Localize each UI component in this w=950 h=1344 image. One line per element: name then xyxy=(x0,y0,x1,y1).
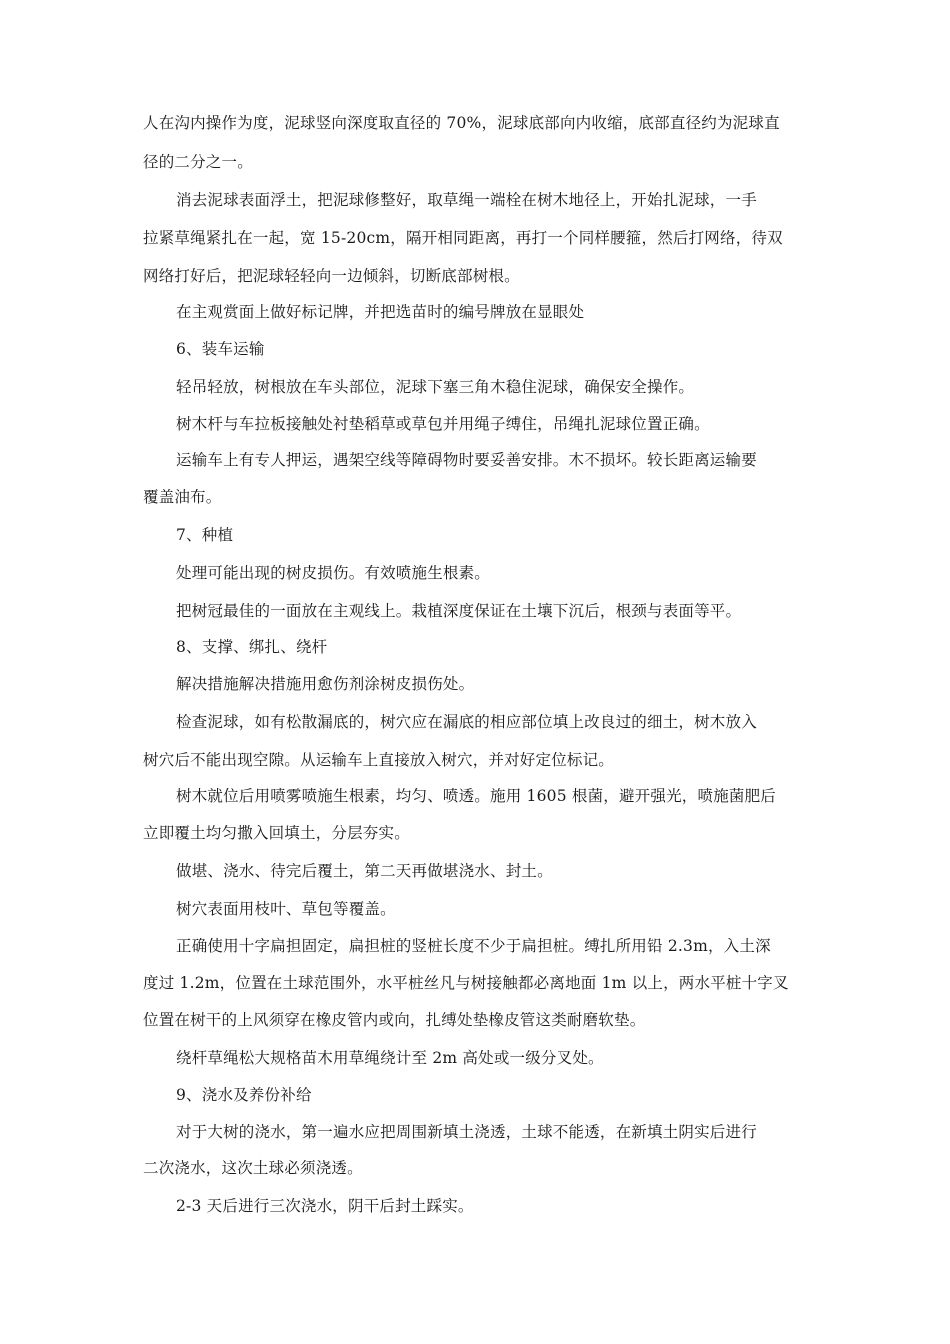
section-heading: 8、支撑、绑扎、绕杆 xyxy=(176,638,328,656)
paragraph-line: 二次浇水，这次土球必须浇透。 xyxy=(143,1159,363,1177)
paragraph-line: 2-3 天后进行三次浇水，阴干后封土踩实。 xyxy=(176,1197,474,1215)
paragraph-line: 人在沟内操作为度，泥球竖向深度取直径的 70%，泥球底部向内收缩，底部直径约为泥球直 xyxy=(143,114,780,132)
paragraph-line: 立即覆土均匀撒入回填土，分层夯实。 xyxy=(143,824,410,842)
paragraph-line: 处理可能出现的树皮损伤。有效喷施生根素。 xyxy=(176,564,491,582)
section-heading: 6、装车运输 xyxy=(176,340,265,358)
paragraph-line: 正确使用十字扁担固定，扁担桩的竖桩长度不少于扁担桩。缚扎所用铅 2.3m，入土深 xyxy=(176,937,771,955)
paragraph-line: 树穴表面用枝叶、草包等覆盖。 xyxy=(176,900,396,918)
paragraph-line: 树木杆与车拉板接触处衬垫稻草或草包并用绳子缚住，吊绳扎泥球位置正确。 xyxy=(176,415,710,433)
paragraph-line: 检查泥球，如有松散漏底的，树穴应在漏底的相应部位填上改良过的细土，树木放入 xyxy=(176,713,757,731)
paragraph-line: 树穴后不能出现空隙。从运输车上直接放入树穴，并对好定位标记。 xyxy=(143,751,615,769)
paragraph-line: 消去泥球表面浮土，把泥球修整好，取草绳一端栓在树木地径上，开始扎泥球，一手 xyxy=(176,191,757,209)
paragraph-line: 位置在树干的上风须穿在橡皮管内或向，扎缚处垫橡皮管这类耐磨软垫。 xyxy=(143,1011,646,1029)
paragraph-line: 在主观赏面上做好标记牌，并把选苗时的编号牌放在显眼处 xyxy=(176,303,585,321)
paragraph-line: 绕杆草绳松大规格苗木用草绳绕计至 2m 高处或一级分叉处。 xyxy=(176,1049,604,1067)
paragraph-line: 径的二分之一。 xyxy=(143,153,253,171)
paragraph-line: 覆盖油布。 xyxy=(143,488,222,506)
paragraph-line: 树木就位后用喷雾喷施生根素，均匀、喷透。施用 1605 根菌，避开强光，喷施菌肥后 xyxy=(176,787,777,805)
paragraph-line: 拉紧草绳紧扎在一起，宽 15-20cm，隔开相同距离，再打一个同样腰箍，然后打网络，待双 xyxy=(143,229,783,247)
paragraph-line: 运输车上有专人押运，遇架空线等障碍物时要妥善安排。木不损坏。较长距离运输要 xyxy=(176,451,757,469)
paragraph-line: 做堪、浇水、待完后覆土，第二天再做堪浇水、封土。 xyxy=(176,862,553,880)
section-heading: 9、浇水及养份补给 xyxy=(176,1086,312,1104)
section-heading: 7、种植 xyxy=(176,526,234,544)
paragraph-line: 对于大树的浇水，第一遍水应把周围新填土浇透，土球不能透，在新填土阴实后进行 xyxy=(176,1123,757,1141)
paragraph-line: 把树冠最佳的一面放在主观线上。栽植深度保证在土壤下沉后，根颈与表面等平。 xyxy=(176,602,742,620)
paragraph-line: 网络打好后，把泥球轻轻向一边倾斜，切断底部树根。 xyxy=(143,267,520,285)
paragraph-line: 度过 1.2m，位置在土球范围外，水平桩丝凡与树接触都必离地面 1m 以上，两水平桩十字叉 xyxy=(143,974,789,992)
paragraph-line: 轻吊轻放，树根放在车头部位，泥球下塞三角木稳住泥球，确保安全操作。 xyxy=(176,378,695,396)
paragraph-line: 解决措施解决措施用愈伤剂涂树皮损伤处。 xyxy=(176,675,475,693)
